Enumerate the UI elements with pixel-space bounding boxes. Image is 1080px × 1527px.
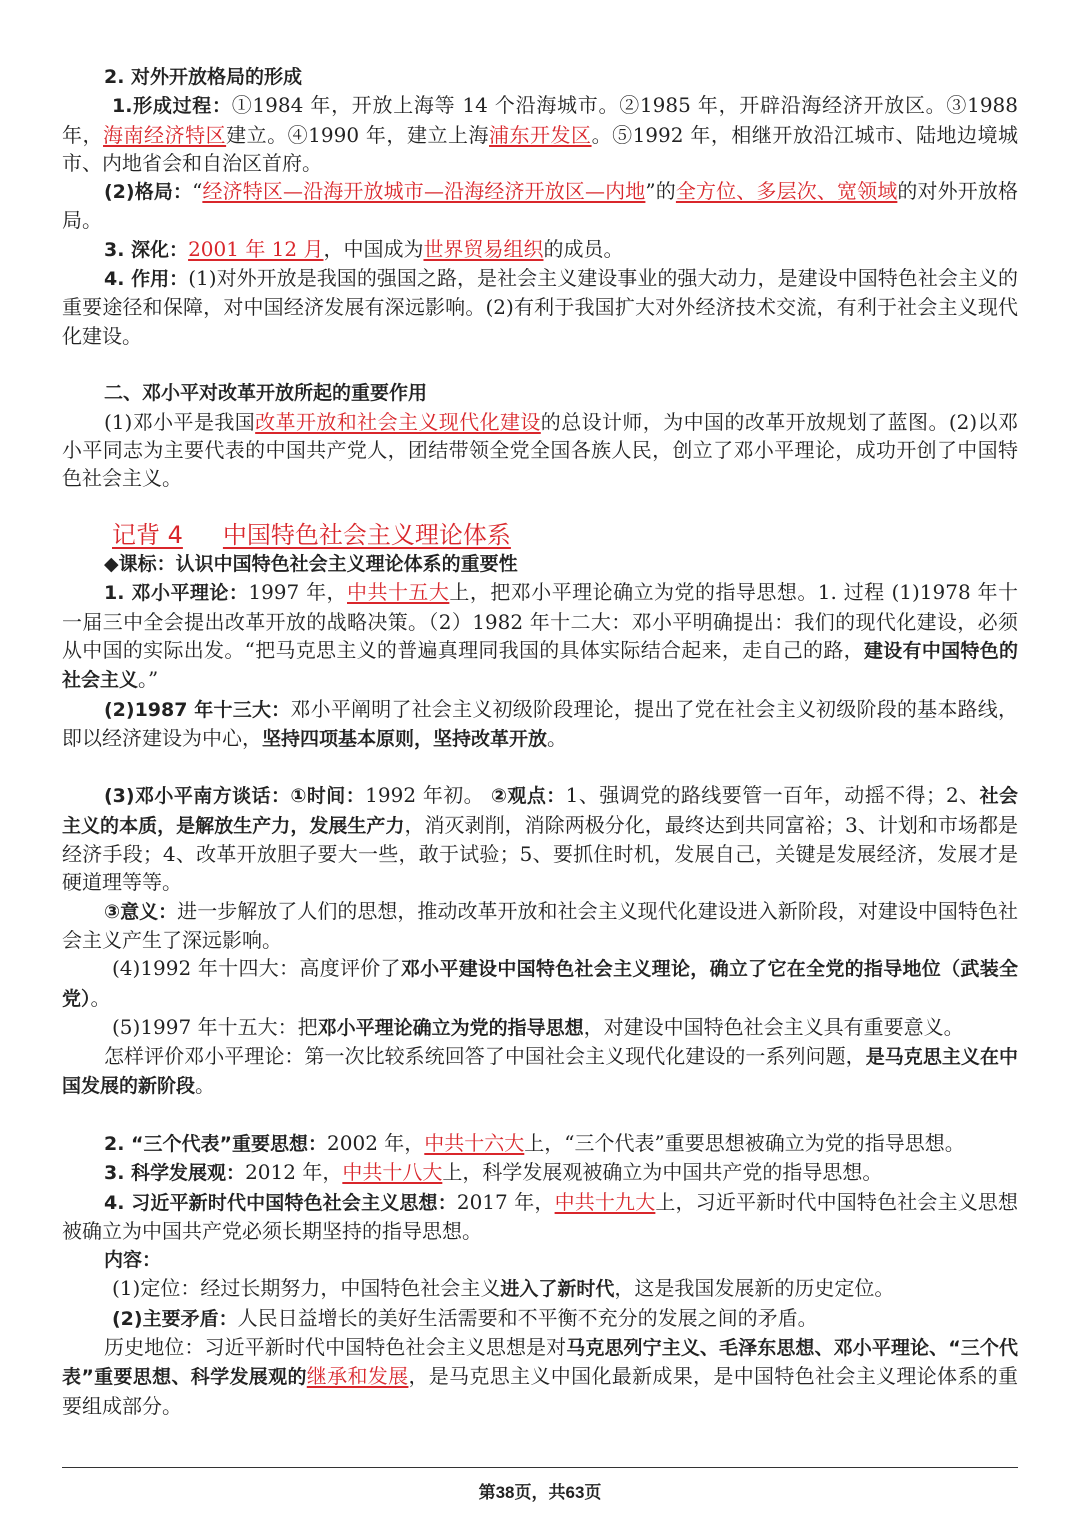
bold-text: 4. 习近平新时代中国特色社会主义思想： (104, 1191, 457, 1214)
highlighted-term: 海南经济特区 (103, 122, 227, 147)
highlighted-term: 浦东开发区 (489, 122, 592, 147)
text-run: 邓小平阐明了社会主义初级阶段理论，提出了党在社会主义初级阶段的基本路线，即以经济建设为中心， (62, 696, 1018, 750)
highlighted-term: 改革开放和社会主义现代化建设 (255, 409, 541, 434)
bold-text: 建设有中国特色的社会主义 (62, 639, 1018, 692)
text-run: ，对建设中国特色社会主义具有重要意义。 (583, 1014, 964, 1039)
bold-text: (3)邓小平南方谈话：①时间： (104, 785, 366, 808)
paragraph (62, 378, 1018, 407)
text-run: ，是马克思主义中国化最新成果，是中国特色社会主义理论体系的重要组成部分。 (62, 1364, 1019, 1418)
blank-line (62, 492, 1018, 520)
text-run: 记背 4 (112, 520, 183, 549)
blank-line (62, 350, 1018, 378)
highlighted-term: 中共十九大 (554, 1189, 656, 1214)
bold-text: 是马克思主义在中国发展的新阶段 (62, 1046, 1018, 1098)
paragraph (62, 897, 1018, 955)
text-run: 1、强调党的路线要管一百年，动摇不得；2、 (565, 783, 980, 808)
text-run: ”的 (645, 179, 676, 204)
text-run: 1997 年， (248, 580, 348, 605)
text-run: 高度评价了 (299, 956, 401, 981)
blank-line (62, 1101, 1018, 1129)
text-run: 进一步解放了人们的思想，推动改革开放和社会主义现代化建设进入新阶段，对建设中国特色社会主义产生了深远影响。 (62, 898, 1018, 952)
highlighted-term: 继承和发展 (306, 1364, 409, 1389)
bold-text: 2. 对外开放格局的形成 (104, 66, 303, 88)
text-run: 的成员。 (543, 236, 624, 261)
paragraph (62, 177, 1018, 235)
document-body (62, 62, 1018, 1420)
text-run: 1992 年初。 (365, 783, 491, 808)
text-run: ①1984 年，开放上海等 14 个沿海城市。②1985 年，开辟沿海经济开放区。③1988 年， (62, 93, 1018, 147)
paragraph (62, 1245, 1018, 1274)
text-run: (4)1992 年十四大： (112, 956, 300, 981)
text-run: 。 (195, 1073, 216, 1098)
text-run: 上，科学发展观被确立为中国共产党的指导思想。 (442, 1160, 883, 1185)
bold-text: ②观点： (490, 785, 566, 808)
bold-text: 坚持四项基本原则，坚持改革开放 (262, 727, 548, 750)
bold-text: ◆课标：认识中国特色社会主义理论体系的重要性 (104, 553, 518, 576)
paragraph (62, 1129, 1018, 1158)
bold-text: 邓小平建设中国特色社会主义理论，确立了它在全党的指导地位（武装全党） (62, 958, 1018, 1010)
text-run: ，这是我国发展新的历史定位。 (614, 1276, 895, 1301)
text-run: (5)1997 年十五大： (112, 1014, 298, 1039)
paragraph (62, 1042, 1018, 1101)
paragraph (62, 1013, 1018, 1042)
section-title (112, 521, 1018, 549)
paragraph (62, 1188, 1018, 1246)
paragraph (62, 954, 1018, 1013)
text-run: (1)对外开放是我国的强国之路，是社会主义建设事业的强大动力，是建设中国特色社会主义的重要途径和保障，对中国经济发展有深远影响。(2)有利于我国扩大对外经济技术交流，有利于社会主义现代化建设。 (62, 266, 1018, 348)
highlighted-term: 全方位、多层次、宽领域 (675, 179, 898, 204)
text-run: ，消灭剥削，消除两极分化，最终达到共同富裕；3、计划和市场都是经济手段；4、改革开放胆子要大一些，敢于试验；5、要抓住时机，发展自己，关键是发展经济，发展才是硬道理等等。 (62, 812, 1018, 895)
bold-text: 二、邓小平对改革开放所起的重要作用 (104, 382, 428, 405)
bold-text: 1. 邓小平理论： (104, 582, 249, 605)
highlighted-term: 世界贸易组织 (423, 236, 544, 261)
highlighted-term: 中共十六大 (424, 1130, 525, 1155)
highlighted-term: 经济特区—沿海开放城市—沿海经济开放区—内地 (202, 179, 646, 204)
bold-text: 3. 科学发展观： (104, 1162, 246, 1185)
text-run: 上，“三个代表”重要思想被确立为党的指导思想。 (524, 1130, 965, 1155)
bold-text: 1.形成过程： (112, 95, 232, 118)
text-run: 历史地位：习近平新时代中国特色社会主义思想是对 (104, 1335, 567, 1360)
footer-divider (62, 1467, 1018, 1468)
bold-text: 2. “三个代表”重要思想： (104, 1132, 328, 1155)
bold-text: (2)主要矛盾： (112, 1307, 238, 1330)
paragraph (62, 264, 1018, 350)
paragraph (62, 1274, 1018, 1303)
text-run: 2002 年， (327, 1130, 425, 1155)
text-run: 上，把邓小平理论确立为党的指导思想。1. 过程 (1)1978 年十一届三中全会提出改革开放的战略决策。（2）1982 年十二大：邓小平明确提出：我们的现代化建设，必须从中国的实际出发。“把马克思主义的普遍真理同我国的具体实际结合起来，走自己的路， (62, 580, 1018, 662)
paragraph (62, 408, 1018, 493)
text-run: 人民日益增长的美好生活需要和不平衡不充分的发展之间的矛盾。 (237, 1305, 818, 1330)
bold-text: 进入了新时代 (500, 1278, 615, 1301)
bold-text: 3. 深化： (104, 238, 189, 261)
text-run: 怎样评价邓小平理论：第一次比较系统回答了中国社会主义现代化建设的一系列问题， (104, 1044, 866, 1069)
paragraph (62, 578, 1018, 694)
paragraph (62, 1158, 1018, 1187)
highlighted-term: 中共十五大 (347, 580, 450, 605)
text-run: 把 (297, 1014, 318, 1039)
text-run: 。” (138, 667, 159, 692)
text-run: 2012 年， (245, 1160, 343, 1185)
bold-text: 邓小平理论确立为党的指导思想 (317, 1016, 584, 1039)
paragraph (62, 695, 1018, 754)
text-run: 的总设计师，为中国的改革开放规划了蓝图。(2)以邓小平同志为主要代表的中国共产党人，团结带领全党全国各族人民，创立了邓小平理论，成功开创了中国特色社会主义。 (62, 409, 1018, 491)
paragraph (62, 549, 1018, 578)
text-run: 的对外开放格局。 (62, 179, 1019, 233)
text-run: 上，习近平新时代中国特色社会主义思想被确立为中国共产党必须长期坚持的指导思想。 (62, 1189, 1019, 1243)
blank-line (62, 753, 1018, 781)
bold-text: ③意义： (104, 900, 178, 923)
text-run: 。 (547, 725, 568, 750)
bold-text: 4. 作用： (104, 268, 189, 291)
text-run: 2017 年， (456, 1189, 555, 1214)
paragraph (62, 62, 1018, 91)
paragraph (62, 1304, 1018, 1333)
paragraph (62, 781, 1018, 896)
text-run: “ (192, 179, 203, 204)
highlighted-term: 中共十八大 (342, 1160, 443, 1185)
text-run: 中国特色社会主义理论体系 (222, 520, 511, 549)
page-number: 第38页，共63页 (478, 1483, 602, 1502)
text-run: ，中国成为 (323, 236, 424, 261)
bold-text: 内容： (104, 1249, 162, 1272)
bold-text: (2)1987 年十三大： (104, 698, 291, 721)
text-run: 。⑤1992 年，相继开放沿江城市、陆地边境城市、内地省会和自治区首府。 (62, 122, 1019, 175)
paragraph (62, 91, 1018, 177)
bold-text: 马克思列宁主义、毛泽东思想、邓小平理论、“三个代表”重要思想、科学发展观的 (62, 1337, 1018, 1389)
paragraph (62, 235, 1018, 264)
text-run: (1)邓小平是我国 (104, 409, 256, 434)
text-run: 建立。④1990 年，建立上海 (226, 122, 489, 147)
bold-text: 社会主义的本质，是解放生产力，发展生产力 (62, 785, 1018, 837)
text-run: 。 (90, 985, 111, 1010)
bold-text: (2)格局： (104, 181, 193, 204)
text-run: (1)定位：经过长期努力，中国特色社会主义 (112, 1276, 501, 1301)
highlighted-term: 2001 年 12 月 (188, 236, 324, 261)
paragraph (62, 1333, 1018, 1420)
